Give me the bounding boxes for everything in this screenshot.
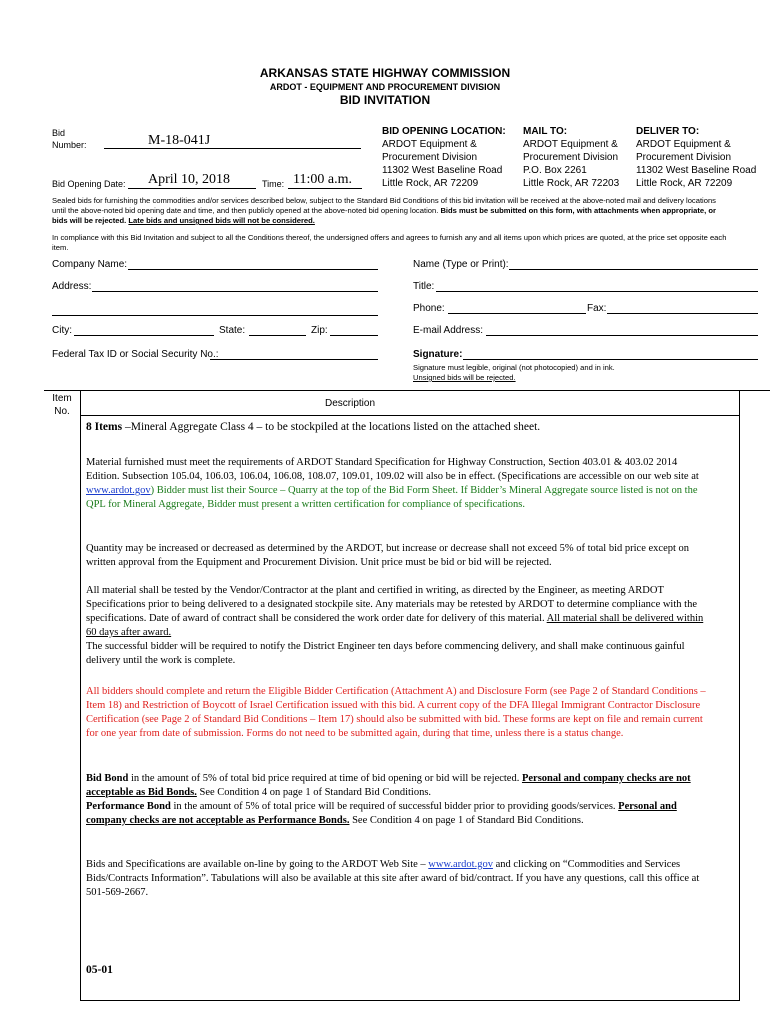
signature-note: Signature must legible, original (not photocopied) and in ink. Unsigned bids will be rejected. bbox=[413, 363, 615, 382]
commission-title: ARKANSAS STATE HIGHWAY COMMISSION bbox=[259, 66, 511, 80]
bid-number-label: Bid Number: bbox=[52, 128, 87, 150]
fax-field[interactable] bbox=[607, 313, 758, 314]
signature-field[interactable] bbox=[463, 359, 758, 360]
form-code: 05-01 bbox=[86, 964, 113, 976]
online-paragraph: Bids and Specifications are available on-line by going to the ARDOT Web Site – www.ardot.gov and clicking on “Commodities and Services Bids/Contracts Information”. Tabulations will also be available at this site after award of bid/contract. If you have any questions, call this office at 501-569-2667. bbox=[86, 859, 700, 898]
address-label: Address: bbox=[52, 281, 92, 292]
title-label: Title: bbox=[413, 281, 435, 292]
state-field[interactable] bbox=[249, 335, 306, 336]
item-no-header: Item No. bbox=[52, 393, 72, 417]
email-field[interactable] bbox=[486, 335, 758, 336]
table-bottom-border bbox=[80, 1000, 739, 1001]
ardot-web-link[interactable]: www.ardot.gov bbox=[428, 859, 493, 870]
company-name-label: Company Name: bbox=[52, 259, 128, 270]
division-title: ARDOT - EQUIPMENT AND PROCUREMENT DIVISION bbox=[269, 82, 501, 92]
mail-to-address: MAIL TO: ARDOT Equipment & Procurement Division P.O. Box 2261 Little Rock, AR 72203 bbox=[523, 126, 620, 189]
certification-paragraph: All bidders should complete and return the Eligible Bidder Certification (Attachment A) and Disclosure Form (see Page 2 of Standard Conditions – Item 18) and Restriction of Boycott of Israel Certification issued with this bid. A current copy of the DFA Illegal Immigrant Contractor Disclosure Certification (see Page 2 of Standard Bid Conditions – Item 17) should also be submitted with bid. These forms are kept on file and remain current for one year from date of submission. Forms do not need to be submitted again, during that time, unless there is a status change. bbox=[86, 686, 706, 739]
city-label: City: bbox=[52, 325, 72, 336]
bid-time-underline bbox=[288, 188, 362, 189]
specification-paragraph: Material furnished must meet the requirements of ARDOT Standard Specification for Highway Construction, Section 403.01 & 403.02 2014 Edition. Subsection 105.04, 106.03, 106.04, 106.08, 108.07, 109.01, 109.02 will also be in effect. (Specifications are accessible on our web site at www.ardot.gov) Bidder must list their Source – Quarry at the top of the Bid Form Sheet. If Bidder’s Mineral Aggregate source listed is not on the QPL for Mineral Aggregate, Bidder must present a written certification for compliance of specifications. bbox=[86, 457, 699, 510]
deliver-to-address: DELIVER TO: ARDOT Equipment & Procurement Division 11302 West Baseline Road Little Rock, AR 72209 bbox=[636, 126, 757, 189]
bid-date-underline bbox=[128, 188, 256, 189]
sealed-bids-notice: Sealed bids for furnishing the commodities and/or services described below, subject to the Standard Bid Conditions of this bid invitation will be received at the above-noted mail and delivery locations until the above-noted bid opening date and time, and then publicly opened at the above-noted bid opening location. Bids must be submitted on this form, with attachments when appropriate, or bids will be rejected. Late bids and unsigned bids will not be considered. bbox=[52, 196, 716, 225]
signature-label: Signature: bbox=[413, 349, 463, 360]
document-title: BID INVITATION bbox=[339, 93, 431, 107]
title-field[interactable] bbox=[436, 291, 758, 292]
city-field[interactable] bbox=[74, 335, 214, 336]
quantity-paragraph: Quantity may be increased or decreased as determined by the ARDOT, but increase or decrease shall not exceed 5% of total bid price except on written approval from the Equipment and Procurement Division. Unit price must be bid or bid will be rejected. bbox=[86, 543, 690, 568]
zip-label: Zip: bbox=[311, 325, 328, 336]
bid-opening-date-label: Bid Opening Date: bbox=[52, 179, 126, 189]
address-field-line-2[interactable] bbox=[52, 315, 378, 316]
state-label: State: bbox=[219, 325, 246, 336]
federal-tax-label: Federal Tax ID or Social Security No.: bbox=[52, 349, 219, 360]
table-right-divider bbox=[739, 390, 740, 1001]
bid-number-value: M-18-041J bbox=[148, 133, 211, 148]
bid-number-underline bbox=[104, 148, 361, 149]
table-top-border bbox=[44, 390, 770, 391]
federal-tax-field[interactable] bbox=[210, 359, 378, 360]
ardot-link[interactable]: www.ardot.gov bbox=[86, 485, 151, 496]
compliance-notice: In compliance with this Bid Invitation and subject to all the Conditions thereof, the undersigned offers and agrees to furnish any and all items upon which prices are quoted, at the price set opposite each item. bbox=[52, 233, 727, 252]
testing-paragraph: All material shall be tested by the Vendor/Contractor at the plant and certified in writing, as directed by the Engineer, as meeting ARDOT Specifications prior to being delivered to a designated stockpile site. Any materials may be retested by ARDOT to determine compliance with the specifications. Date of award of contract shall be considered the work order date for delivery of this material. All material shall be delivered within 60 days after award. The successful bidder will be required to notify the District Engineer ten days before commencing delivery, and shall make continuous gainful delivery until the work is complete. bbox=[86, 585, 704, 666]
name-print-field[interactable] bbox=[509, 269, 758, 270]
description-header: Description bbox=[324, 398, 376, 409]
zip-field[interactable] bbox=[330, 335, 378, 336]
items-summary: 8 Items –Mineral Aggregate Class 4 – to be stockpiled at the locations listed on the attached sheet. bbox=[86, 421, 541, 433]
phone-label: Phone: bbox=[413, 303, 445, 314]
bid-time-label: Time: bbox=[262, 179, 285, 189]
name-print-label: Name (Type or Print): bbox=[413, 259, 509, 270]
bid-opening-date-value: April 10, 2018 bbox=[148, 172, 231, 187]
bond-paragraph: Bid Bond in the amount of 5% of total bid price required at time of bid opening or bid will be rejected. Personal and company checks are not acceptable as Bid Bonds. See Condition 4 on page 1 of Standard Bid Conditions. Performance Bond in the amount of 5% of total price will be required of successful bidder prior to providing goods/services. Personal and company checks are not acceptable as Performance Bonds. See Condition 4 on page 1 of Standard Bid Conditions. bbox=[86, 773, 691, 826]
company-name-field[interactable] bbox=[128, 269, 378, 270]
email-label: E-mail Address: bbox=[413, 325, 484, 336]
table-header-bottom bbox=[80, 415, 739, 416]
address-field[interactable] bbox=[92, 291, 378, 292]
bid-time-value: 11:00 a.m. bbox=[293, 172, 352, 187]
bid-opening-location: BID OPENING LOCATION: ARDOT Equipment & Procurement Division 11302 West Baseline Road Little Rock, AR 72209 bbox=[382, 126, 506, 189]
phone-field[interactable] bbox=[448, 313, 586, 314]
table-item-column-divider bbox=[80, 390, 81, 1001]
fax-label: Fax: bbox=[587, 303, 607, 314]
